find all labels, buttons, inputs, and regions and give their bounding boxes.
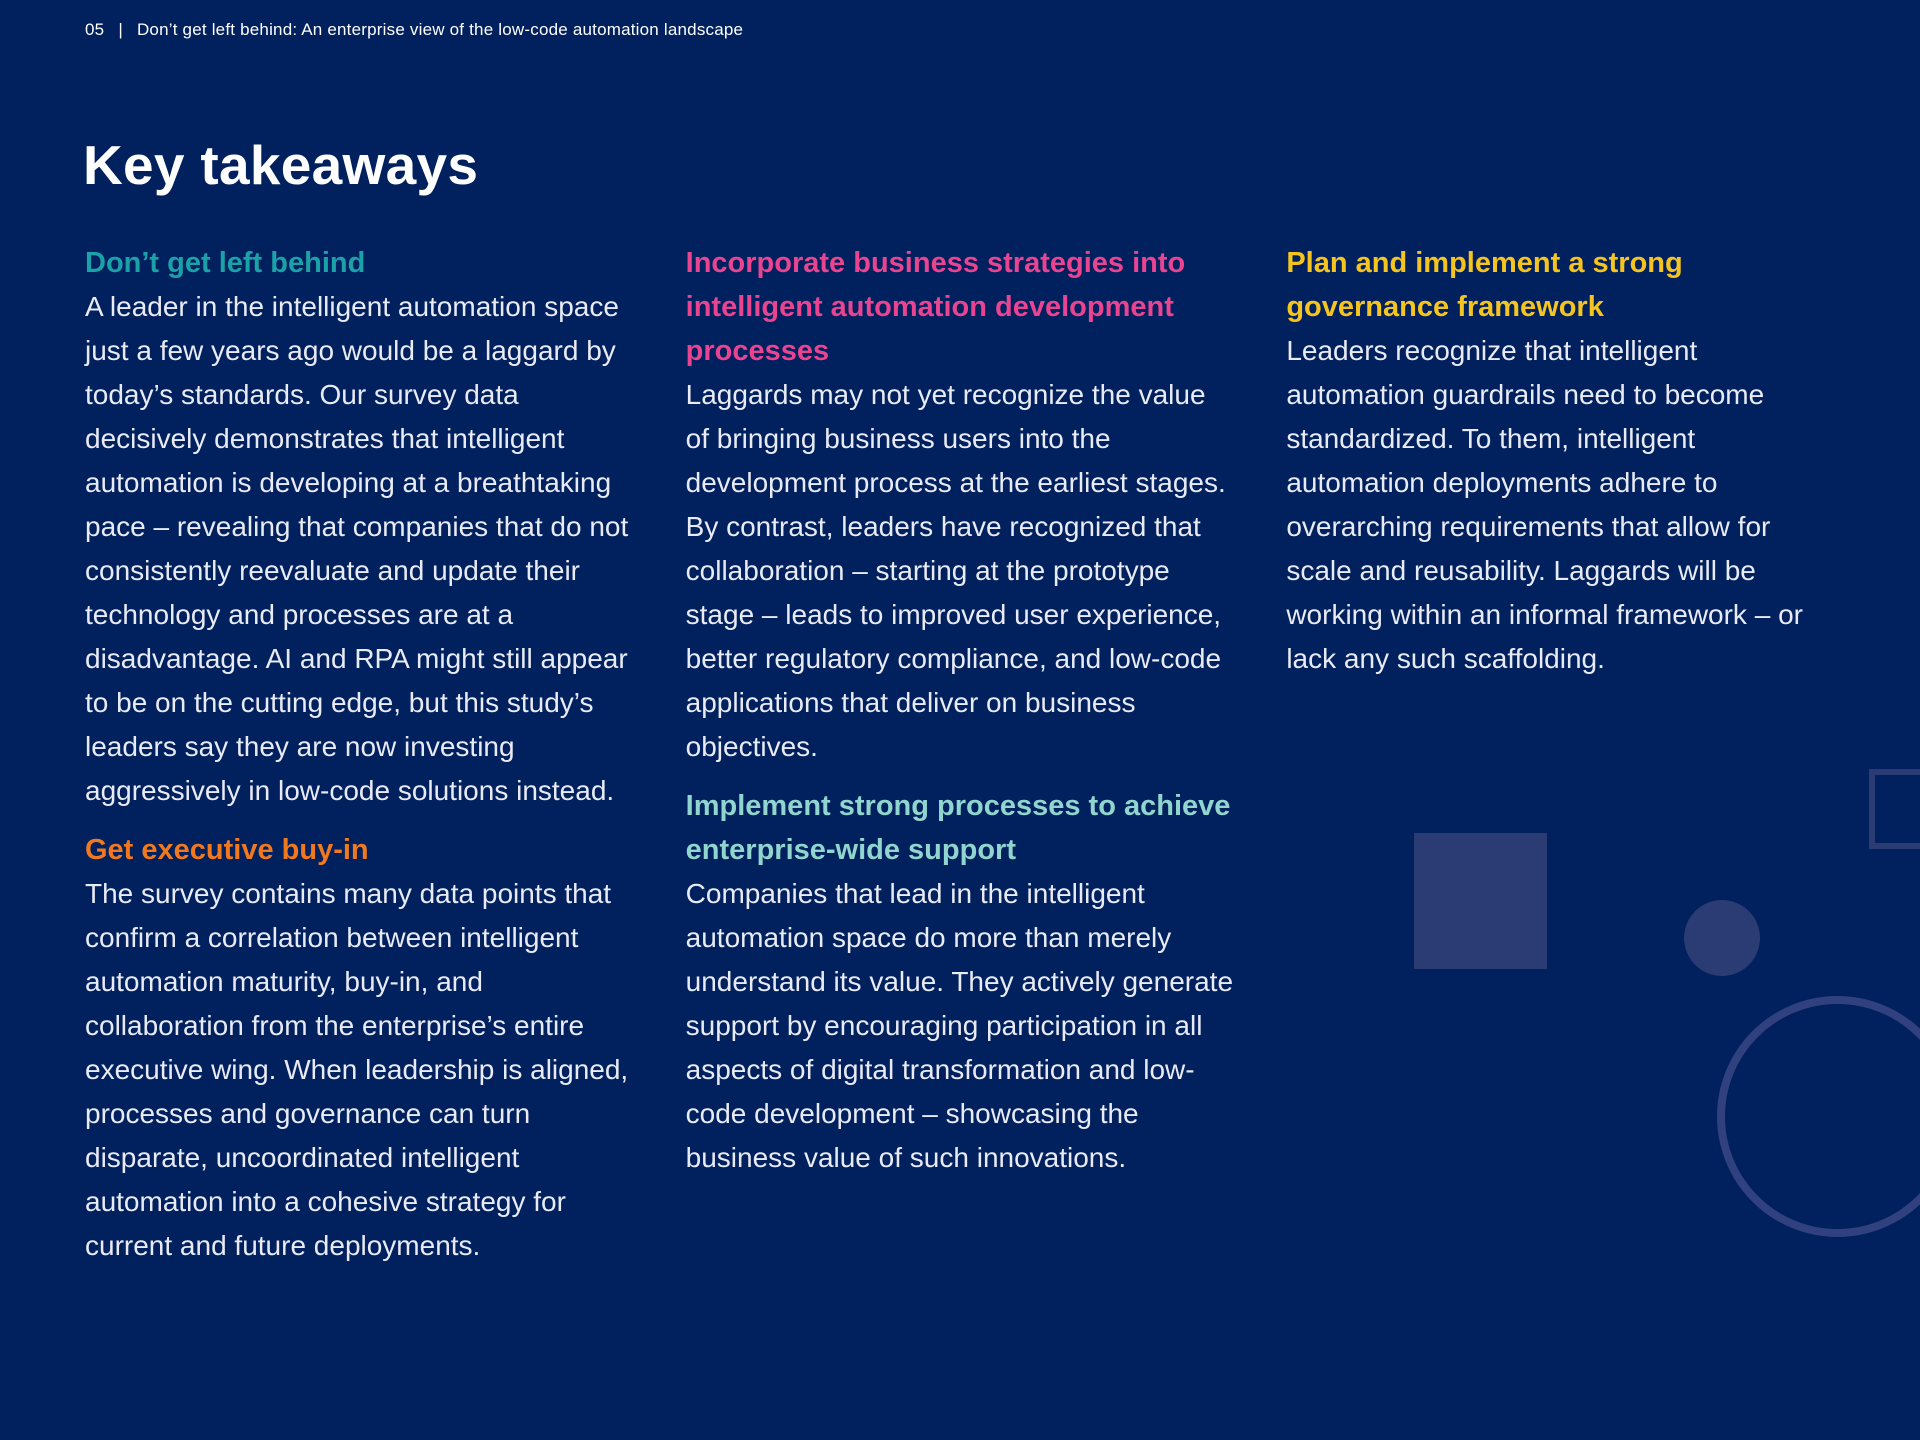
page-number: 05 [85, 20, 105, 39]
column-2 [686, 241, 1237, 1268]
section-body: A leader in the intelligent automation space just a few years ago would be a laggard by today’s standards. Our survey data decisively demonstrates that intelligent automation is developing at a breathtaking pace – revealing that companies that do not consistently reevaluate and update their technology and processes are at a disadvantage. AI and RPA might still appear to be on the cutting edge, but this study’s leaders say they are now investing aggressively in low-code solutions instead. [85, 291, 629, 806]
decorative-filled-circle-shape [1684, 900, 1760, 976]
section-body: Companies that lead in the intelligent automation space do more than merely understand its value. They actively generate support by encouraging participation in all aspects of digital transformation and low-code development – showcasing the business value of such innovations. [685, 878, 1234, 1173]
section-incorporate-business-strategies [686, 241, 1237, 769]
section-dont-get-left-behind [85, 241, 636, 813]
takeaways-columns [85, 241, 1837, 1268]
section-implement-strong-processes [686, 784, 1237, 1180]
page-title: Key takeaways [83, 134, 479, 196]
section-body: Laggards may not yet recognize the value of bringing business users into the development process at the earliest stages. By contrast, leaders have recognized that collaboration – starting at the prototype stage – leads to improved user experience, better regulatory compliance, and low-code applications that deliver on business objectives. [685, 379, 1226, 762]
decorative-filled-square-shape [1414, 833, 1547, 969]
header-separator: | [118, 20, 123, 39]
section-heading: Implement strong processes to achieve enterprise-wide support [685, 790, 1231, 866]
page-header [85, 20, 743, 40]
section-heading: Get executive buy-in [85, 834, 369, 866]
section-get-executive-buy-in [85, 828, 636, 1268]
section-body: Leaders recognize that intelligent automation guardrails need to become standardized. To them, intelligent automation deployments adhere to overarching requirements that allow for scale and reusability. Laggards will be working within an informal framework – or lack any such scaffolding. [1286, 335, 1803, 674]
section-heading: Plan and implement a strong governance framework [1286, 247, 1683, 323]
section-governance-framework [1286, 241, 1837, 681]
decorative-outlined-square-shape [1869, 769, 1920, 849]
section-body: The survey contains many data points that confirm a correlation between intelligent automation maturity, buy-in, and collaboration from the enterprise’s entire executive wing. When leadership is aligned, processes and governance can turn disparate, uncoordinated intelligent automation into a cohesive strategy for current and future deployments. [85, 878, 629, 1261]
column-1 [85, 241, 636, 1268]
section-heading: Incorporate business strategies into intelligent automation development processes [685, 247, 1186, 367]
section-heading: Don’t get left behind [85, 247, 366, 279]
header-title: Don’t get left behind: An enterprise view of the low-code automation landscape [136, 20, 744, 39]
